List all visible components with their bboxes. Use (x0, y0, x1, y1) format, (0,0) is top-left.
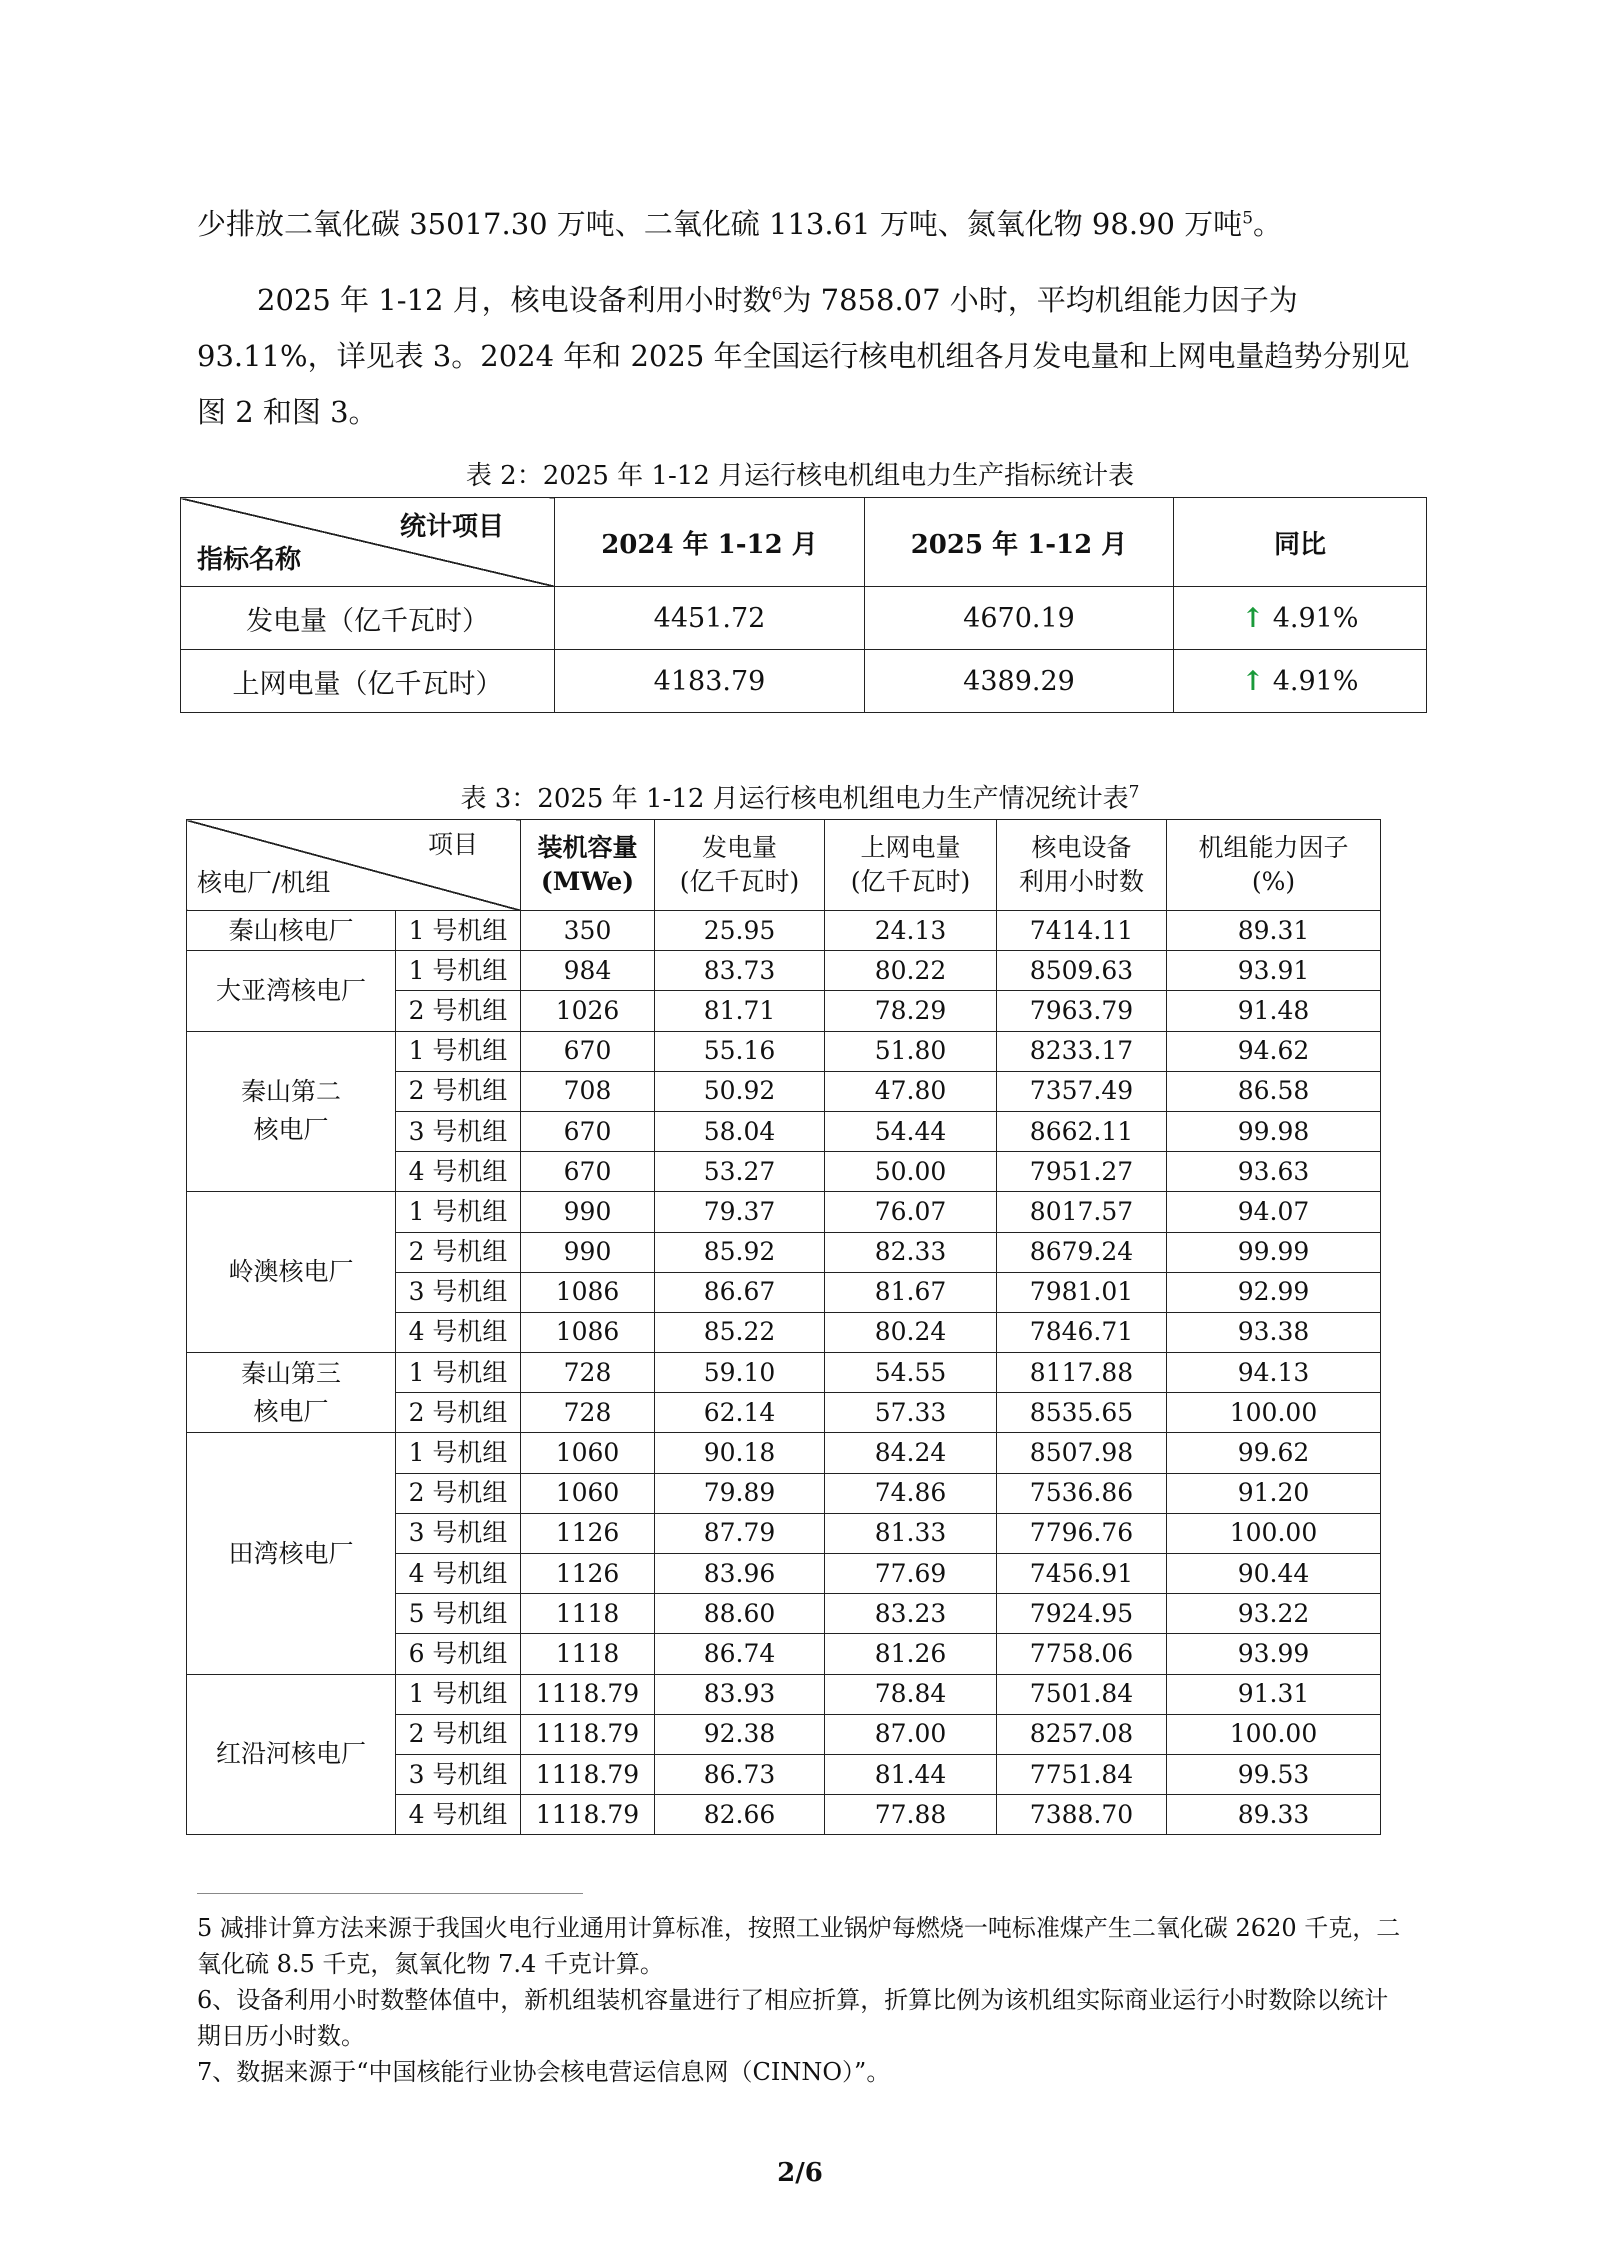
footnote-ref-7[interactable]: 7 (1128, 782, 1140, 803)
table-cell: 94.13 (1167, 1353, 1381, 1393)
table-cell: 7751.84 (997, 1754, 1167, 1794)
table-cell: 83.73 (655, 951, 825, 991)
table-cell: 91.20 (1167, 1473, 1381, 1513)
table3-header-hours: 核电设备 利用小时数 (997, 820, 1167, 911)
table-cell: 93.99 (1167, 1634, 1381, 1674)
table-cell: 86.73 (655, 1754, 825, 1794)
table-cell: 1086 (521, 1272, 655, 1312)
table-cell: 7981.01 (997, 1272, 1167, 1312)
table-cell: 86.58 (1167, 1071, 1381, 1111)
table3-header-capacity: 装机容量 (MWe) (521, 820, 655, 911)
plant-name: 岭澳核电厂 (187, 1192, 396, 1353)
table-cell: 1126 (521, 1554, 655, 1594)
table-cell: 80.22 (825, 951, 997, 991)
table-cell: 80.24 (825, 1312, 997, 1352)
table-cell: 77.69 (825, 1554, 997, 1594)
table2-diagonal-header (181, 498, 555, 587)
table-cell: 50.00 (825, 1152, 997, 1192)
table2-header-item: 统计项目 (399, 512, 504, 542)
table-cell: 2 号机组 (396, 1473, 521, 1513)
table-cell: 1060 (521, 1473, 655, 1513)
table-cell: 8017.57 (997, 1192, 1167, 1232)
table-cell: 7388.70 (997, 1795, 1167, 1835)
table-cell: 99.99 (1167, 1232, 1381, 1272)
paragraph-emissions: 少排放二氧化碳 35017.30 万吨、二氧化硫 113.61 万吨、氮氧化物 98.90 万吨$^5$。 (197, 207, 1283, 241)
table-cell: 100.00 (1167, 1393, 1381, 1433)
table-cell: 350 (521, 911, 655, 951)
table-cell: 83.96 (655, 1554, 825, 1594)
table-cell: 92.38 (655, 1714, 825, 1754)
table-cell: 90.44 (1167, 1554, 1381, 1594)
table3-diagonal-header: 项目 核电厂/机组 (187, 820, 521, 911)
table-row (187, 911, 1381, 951)
table-cell: 78.29 (825, 991, 997, 1031)
table-cell: 79.89 (655, 1473, 825, 1513)
table-cell: 7501.84 (997, 1674, 1167, 1714)
table-cell: 25.95 (655, 911, 825, 951)
plant-name: 秦山第二 核电厂 (187, 1031, 396, 1192)
table-cell: 4 号机组 (396, 1312, 521, 1352)
table-cell: 1118.79 (521, 1795, 655, 1835)
table3-caption: 表 3：2025 年 1-12 月运行核电机组电力生产情况统计表$^7$ (460, 782, 1140, 814)
table-cell: 5 号机组 (396, 1594, 521, 1634)
table2-header-2025: 2025 年 1-12 月 (865, 498, 1174, 587)
table-cell: 81.33 (825, 1513, 997, 1553)
table-cell: 93.38 (1167, 1312, 1381, 1352)
table-cell: 2 号机组 (396, 1232, 521, 1272)
table-cell: 86.67 (655, 1272, 825, 1312)
table3-unit-production (186, 819, 1381, 1835)
table-cell: 1118.79 (521, 1754, 655, 1794)
table-cell: 3 号机组 (396, 1272, 521, 1312)
table-cell: 1 号机组 (396, 1674, 521, 1714)
footnote-divider (197, 1893, 583, 1894)
table-cell: 82.33 (825, 1232, 997, 1272)
table-row (187, 1674, 1381, 1714)
table-row (187, 1353, 1381, 1393)
arrow-up-icon: ↑ (1241, 665, 1265, 697)
table-cell: 1126 (521, 1513, 655, 1553)
table-cell: 8662.11 (997, 1111, 1167, 1151)
table-cell: 78.84 (825, 1674, 997, 1714)
table-cell: 47.80 (825, 1071, 997, 1111)
table-cell: 708 (521, 1071, 655, 1111)
table-cell: 1118.79 (521, 1674, 655, 1714)
table-cell: 93.22 (1167, 1594, 1381, 1634)
table-cell: 94.62 (1167, 1031, 1381, 1071)
table-cell: 85.92 (655, 1232, 825, 1272)
table-cell: 728 (521, 1353, 655, 1393)
table-cell: 1118 (521, 1594, 655, 1634)
table2-caption: 表 2：2025 年 1-12 月运行核电机组电力生产指标统计表 (465, 461, 1135, 491)
table-cell: 99.62 (1167, 1433, 1381, 1473)
table-cell: 1 号机组 (396, 1192, 521, 1232)
table-row (187, 1433, 1381, 1473)
table-cell: 1118 (521, 1634, 655, 1674)
plant-name: 大亚湾核电厂 (187, 951, 396, 1031)
table-cell: 728 (521, 1393, 655, 1433)
table2-header-indicator: 指标名称 (197, 545, 302, 575)
table3-header-grid: 上网电量 (亿千瓦时) (825, 820, 997, 911)
table-cell: 2 号机组 (396, 1071, 521, 1111)
table-cell: 93.91 (1167, 951, 1381, 991)
table-cell: 54.55 (825, 1353, 997, 1393)
table-cell: 8679.24 (997, 1232, 1167, 1272)
table-cell: 88.60 (655, 1594, 825, 1634)
table-cell: 89.33 (1167, 1795, 1381, 1835)
table-cell: 670 (521, 1111, 655, 1151)
table-cell: 100.00 (1167, 1513, 1381, 1553)
table-cell: 90.18 (655, 1433, 825, 1473)
table-cell: 7796.76 (997, 1513, 1167, 1553)
table-cell: 7357.49 (997, 1071, 1167, 1111)
table-cell: 54.44 (825, 1111, 997, 1151)
plant-name: 秦山核电厂 (187, 911, 396, 951)
table-cell: 7924.95 (997, 1594, 1167, 1634)
plant-name: 红沿河核电厂 (187, 1674, 396, 1835)
table2-header-yoy: 同比 (1174, 498, 1427, 587)
arrow-up-icon: ↑ (1241, 602, 1265, 634)
table-cell: 3 号机组 (396, 1754, 521, 1794)
table-cell: 4 号机组 (396, 1795, 521, 1835)
table-cell: 81.67 (825, 1272, 997, 1312)
table-cell: 76.07 (825, 1192, 997, 1232)
table-cell: 670 (521, 1152, 655, 1192)
table-cell: 1 号机组 (396, 951, 521, 991)
footnote-ref-5[interactable]: 5 (1242, 208, 1254, 229)
table-cell: 51.80 (825, 1031, 997, 1071)
table3-body (187, 911, 1381, 1835)
table-cell: 2 号机组 (396, 1393, 521, 1433)
table-cell: 81.71 (655, 991, 825, 1031)
table-cell: 77.88 (825, 1795, 997, 1835)
table-row: 上网电量（亿千瓦时） 4183.79 4389.29 ↑ 4.91% (181, 650, 1427, 713)
table-cell: 7951.27 (997, 1152, 1167, 1192)
table-cell: 24.13 (825, 911, 997, 951)
table-cell: 2 号机组 (396, 991, 521, 1031)
table2-production-indicators (180, 497, 1427, 713)
table-cell: 81.44 (825, 1754, 997, 1794)
table-cell: 8535.65 (997, 1393, 1167, 1433)
table-cell: 85.22 (655, 1312, 825, 1352)
table-cell: 6 号机组 (396, 1634, 521, 1674)
table-cell: 62.14 (655, 1393, 825, 1433)
table-cell: 91.48 (1167, 991, 1381, 1031)
table-cell: 53.27 (655, 1152, 825, 1192)
table-cell: 94.07 (1167, 1192, 1381, 1232)
paragraph-utilization: 2025 年 1-12 月，核电设备利用小时数$^6$为 7858.07 小时，平均机组能力因子为 93.11%，详见表 3。2024 年和 2025 年全国运行核电机组各月发电量和上网电量趋势分别见图 2 和图 3。 (197, 283, 1410, 429)
table-row (187, 951, 1381, 991)
table-cell: 7536.86 (997, 1473, 1167, 1513)
table-cell: 8117.88 (997, 1353, 1167, 1393)
table-cell: 990 (521, 1232, 655, 1272)
table-cell: 8507.98 (997, 1433, 1167, 1473)
table-cell: 1 号机组 (396, 1031, 521, 1071)
table-cell: 89.31 (1167, 911, 1381, 951)
footnote-ref-6[interactable]: 6 (771, 284, 783, 305)
table-cell: 81.26 (825, 1634, 997, 1674)
footnote-6: 6、设备利用小时数整体值中，新机组装机容量进行了相应折算，折算比例为该机组实际商业运行小时数除以统计期日历小时数。 (197, 1986, 1389, 2050)
table-cell: 92.99 (1167, 1272, 1381, 1312)
plant-name: 秦山第三 核电厂 (187, 1353, 396, 1433)
table-row: 发电量（亿千瓦时） 4451.72 4670.19 ↑ 4.91% (181, 587, 1427, 650)
table3-header-capacity-factor: 机组能力因子 (%) (1167, 820, 1381, 911)
table-cell: 670 (521, 1031, 655, 1071)
table-cell: 99.98 (1167, 1111, 1381, 1151)
table-cell: 1086 (521, 1312, 655, 1352)
table-cell: 87.00 (825, 1714, 997, 1754)
table-cell: 7456.91 (997, 1554, 1167, 1594)
plant-name: 田湾核电厂 (187, 1433, 396, 1674)
table-row (187, 1031, 1381, 1071)
table-cell: 4 号机组 (396, 1554, 521, 1594)
table-cell: 59.10 (655, 1353, 825, 1393)
table3-header-generation: 发电量 (亿千瓦时) (655, 820, 825, 911)
table-cell: 50.92 (655, 1071, 825, 1111)
table-cell: 100.00 (1167, 1714, 1381, 1754)
table-row (187, 1192, 1381, 1232)
footnote-7: 7、数据来源于“中国核能行业协会核电营运信息网（CINNO）”。 (197, 2058, 891, 2086)
page-number: 2/6 (777, 2158, 823, 2188)
table-cell: 1026 (521, 991, 655, 1031)
table-cell: 7414.11 (997, 911, 1167, 951)
footnote-5: 5 减排计算方法来源于我国火电行业通用计算标准，按照工业锅炉每燃烧一吨标准煤产生二氧化碳 2620 千克，二氧化硫 8.5 千克，氮氧化物 7.4 千克计算。 (197, 1914, 1401, 1978)
table-cell: 1118.79 (521, 1714, 655, 1754)
table-cell: 8509.63 (997, 951, 1167, 991)
table-cell: 2 号机组 (396, 1714, 521, 1754)
table-cell: 79.37 (655, 1192, 825, 1232)
table-cell: 84.24 (825, 1433, 997, 1473)
table-cell: 1 号机组 (396, 1433, 521, 1473)
footnotes (197, 1910, 1412, 2090)
table-cell: 8233.17 (997, 1031, 1167, 1071)
table-cell: 990 (521, 1192, 655, 1232)
table-cell: 86.74 (655, 1634, 825, 1674)
table-cell: 7963.79 (997, 991, 1167, 1031)
table2-header-2024: 2024 年 1-12 月 (555, 498, 865, 587)
table-cell: 83.93 (655, 1674, 825, 1714)
table-cell: 984 (521, 951, 655, 991)
table-cell: 57.33 (825, 1393, 997, 1433)
table-cell: 1 号机组 (396, 911, 521, 951)
table-cell: 91.31 (1167, 1674, 1381, 1714)
table-cell: 3 号机组 (396, 1111, 521, 1151)
table-cell: 4 号机组 (396, 1152, 521, 1192)
table-cell: 55.16 (655, 1031, 825, 1071)
table-cell: 93.63 (1167, 1152, 1381, 1192)
table-cell: 58.04 (655, 1111, 825, 1151)
table-cell: 1060 (521, 1433, 655, 1473)
table-cell: 1 号机组 (396, 1353, 521, 1393)
table-cell: 83.23 (825, 1594, 997, 1634)
table-cell: 8257.08 (997, 1714, 1167, 1754)
table-cell: 99.53 (1167, 1754, 1381, 1794)
table-cell: 3 号机组 (396, 1513, 521, 1553)
table-cell: 82.66 (655, 1795, 825, 1835)
table-cell: 74.86 (825, 1473, 997, 1513)
table-cell: 7758.06 (997, 1634, 1167, 1674)
table-cell: 7846.71 (997, 1312, 1167, 1352)
table-cell: 87.79 (655, 1513, 825, 1553)
